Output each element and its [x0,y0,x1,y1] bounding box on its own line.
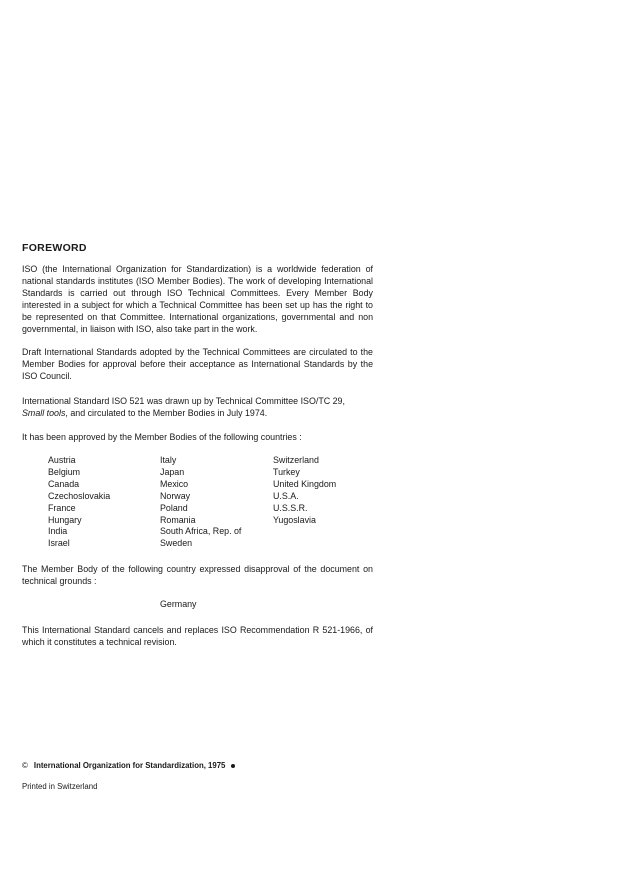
bullet-dot-icon [231,764,235,768]
approving-countries-list [48,455,383,550]
country-item: France [48,502,76,513]
country-item: United Kingdom [273,478,337,489]
country-item: Romania [160,514,196,525]
country-item: Switzerland [273,455,319,465]
countries-column-1 [48,455,160,550]
country-item: Poland [160,502,188,513]
foreword-paragraph-drafts: Draft International Standards adopted by the Technical Committees are circulated to the Member Bodies for approval before their acceptance as International Standards by the ISO Council. [22,347,373,381]
copyright-notice [22,761,235,770]
country-item: Japan [160,466,185,477]
origin-text-b: , and circulated to the Member Bodies in July 1974. [65,408,268,418]
country-item: Sweden [160,538,193,549]
copyright-text: International Organization for Standardization, 1975 [33,761,226,770]
foreword-paragraph-disapproval: The Member Body of the following country expressed disapproval of the document on technical grounds : [22,564,373,586]
country-item: U.S.A. [273,490,299,501]
country-item: Yugoslavia [273,514,316,525]
origin-text-a: International Standard ISO 521 was drawn up by Technical Committee ISO/TC 29, [22,396,345,406]
foreword-paragraph-iso: ISO (the International Organization for Standardization) is a worldwide federation of national standards institutes (ISO Member Bodies). The work of developing International Standards is carried out through ISO Technical Committees. Every Member Body interested in a subject for which a Technical Committee has been set up has the right to be represented on that Committee. International organizations, governmental and non governmental, in liaison with ISO, also take part in the work. [22,264,373,334]
country-item: Czechoslovakia [48,490,111,501]
printed-location: Printed in Switzerland [22,782,98,791]
country-item: Canada [48,478,80,489]
country-item: Austria [48,455,76,465]
country-item: Israel [48,538,70,549]
committee-name: Small tools [22,408,66,418]
country-item: Italy [160,455,177,465]
foreword-paragraph-revision: This International Standard cancels and replaces ISO Recommendation R 521-1966, of which it constitutes a technical revision. [22,625,373,647]
copyright-icon: © [22,761,28,770]
country-item: Turkey [273,466,300,477]
disapproving-country: Germany [160,599,197,609]
country-item: Norway [160,490,191,501]
foreword-paragraph-origin [22,395,373,419]
countries-column-3 [273,455,383,550]
countries-column-2 [160,455,273,550]
country-item: India [48,526,68,537]
country-item: U.S.S.R. [273,502,308,513]
country-item: Hungary [48,514,82,525]
country-item: Mexico [160,478,189,489]
foreword-paragraph-approval: It has been approved by the Member Bodies of the following countries : [22,432,302,442]
country-item: South Africa, Rep. of [160,526,242,537]
foreword-heading: FOREWORD [22,242,87,254]
country-item: Belgium [48,466,81,477]
